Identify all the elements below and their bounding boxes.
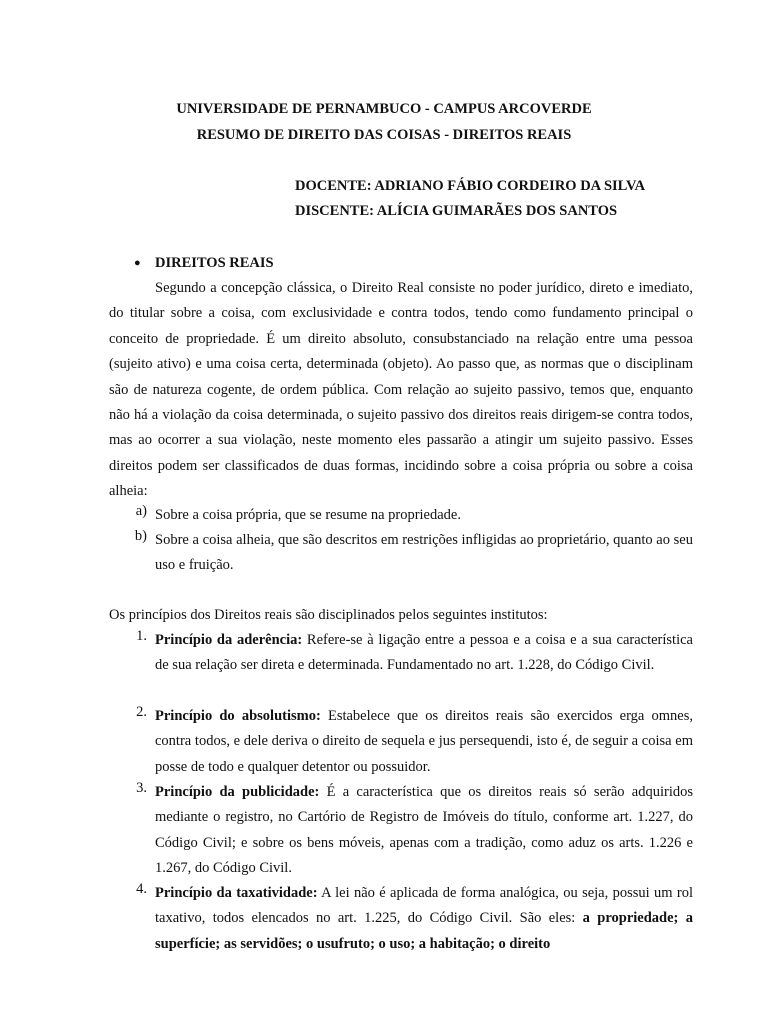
list-marker: a) (135, 503, 147, 519)
list-marker: 4. (136, 881, 147, 897)
discente-line: DISCENTE: ALÍCIA GUIMARÃES DOS SANTOS (295, 203, 618, 219)
principle-title: Princípio da aderência: (155, 632, 303, 648)
list-marker: 3. (136, 780, 147, 796)
institution-title: UNIVERSIDADE DE PERNAMBUCO - CAMPUS ARCOVERDE (176, 101, 592, 117)
principle-title: Princípio do absolutismo: (155, 708, 321, 724)
principle-title: Princípio da publicidade: (155, 784, 320, 800)
principle-description: A lei não é aplicada de forma analógica, ou seja, possui um rol taxativo, todos elencados no art. 1.225, do Código Civil. São eles: (155, 885, 693, 927)
list-marker: 2. (136, 704, 147, 720)
principle-description: É a característica que os direitos reais só serão adquiridos mediante o registro, no Cartório de Registro de Imóveis do título, conforme art. 1.227, do Código Civil; e sobre os bens móveis, apenas com a tradição, como aduz os arts. 1.226 e 1.267, do Código Civil. (155, 784, 693, 877)
section-title: DIREITOS REAIS (155, 255, 274, 271)
list-item-text: Sobre a coisa própria, que se resume na propriedade. (155, 507, 461, 523)
principle-description: Refere-se à ligação entre a pessoa e a coisa e a sua característica de sua relação ser direta e determinada. Fundamentado no art. 1.228, do Código Civil. (155, 632, 693, 674)
docente-line: DOCENTE: ADRIANO FÁBIO CORDEIRO DA SILVA (295, 178, 646, 194)
section-heading (134, 255, 274, 272)
principle-title: Princípio da taxatividade: (155, 885, 318, 901)
list-marker: b) (134, 528, 147, 544)
list-item-text (155, 881, 693, 957)
list-item-text: Sobre a coisa alheia, que são descritos em restrições infligidas ao proprietário, quanto ao seu uso e fruição. (155, 532, 693, 574)
list-item-text (155, 628, 693, 679)
list-item-text (155, 704, 693, 780)
list-item-text (155, 780, 693, 882)
bullet-icon: ● (134, 257, 141, 269)
intro-paragraph: Segundo a concepção clássica, o Direito Real consiste no poder jurídico, direto e imediato, do titular sobre a coisa, com exclusividade e contra todos, tendo como fundamento principal o conceito de propriedade. É um direito absoluto, consubstanciado na relação entre uma pessoa (sujeito ativo) e uma coisa certa, determinada (objeto). Ao passo que, as normas que o disciplinam são de natureza cogente, de ordem pública. Com relação ao sujeito passivo, temos que, enquanto não há a violação da coisa determinada, o sujeito passivo dos direitos reais dirigem-se contra todos, mas ao ocorrer a sua violação, neste momento eles passarão a atingir um sujeito passivo. Esses direitos podem ser classificados de duas formas, incidindo sobre a coisa própria ou sobre a coisa alheia: (109, 280, 693, 500)
document-title: RESUMO DE DIREITO DAS COISAS - DIREITOS REAIS (196, 127, 572, 143)
principle-description: Estabelece que os direitos reais são exercidos erga omnes, contra todos, e dele deriva o direito de sequela e jus persequendi, isto é, de seguir a coisa em posse de todo e qualquer detentor ou possuidor. (155, 708, 693, 775)
principle-bold-tail: a propriedade; a superfície; as servidões; o usufruto; o uso; a habitação; o direito (155, 910, 693, 952)
principles-intro: Os princípios dos Direitos reais são disciplinados pelos seguintes institutos: (109, 607, 548, 623)
list-marker: 1. (136, 628, 147, 644)
